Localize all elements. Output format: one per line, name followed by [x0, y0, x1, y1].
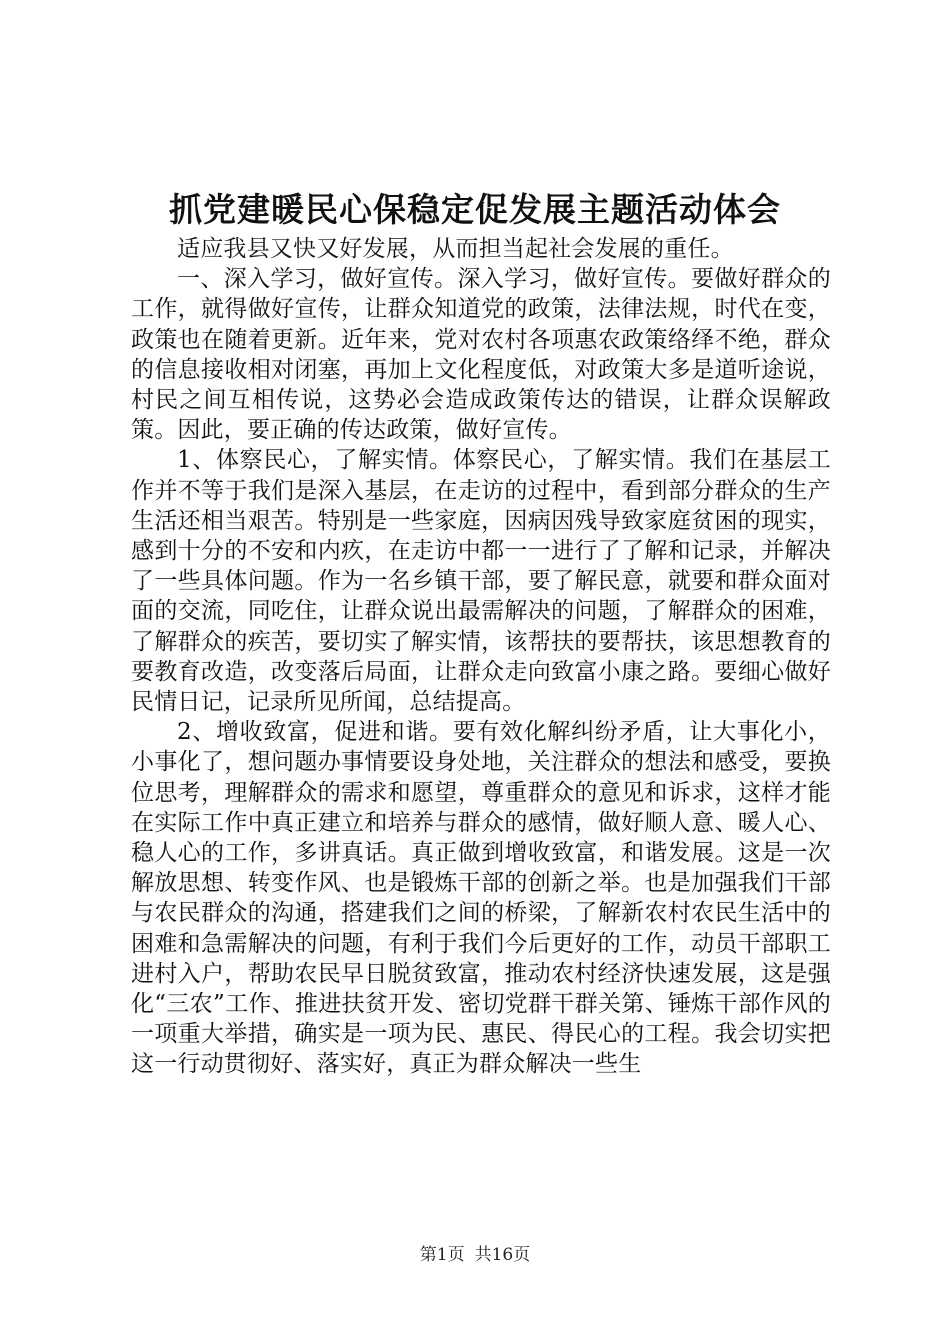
page-footer: [0, 1243, 950, 1267]
page-number: 第1页: [419, 1245, 465, 1265]
page-total: 共16页: [474, 1245, 531, 1265]
document-title: 抓党建暖民心保稳定促发展主题活动体会: [169, 190, 781, 229]
paragraph-point-1: 1、体察民心，了解实情。体察民心，了解实情。我们在基层工作并不等于我们是深入基层，在走访的过程中，看到部分群众的生产生活还相当艰苦。特别是一些家庭，因病因残导致家庭贫困的现实，感到十分的不安和内疚，在走访中都一一进行了了解和记录，并解决了一些具体问题。作为一名乡镇干部，要了解民意，就要和群众面对面的交流，同吃住，让群众说出最需解决的问题，了解群众的困难，了解群众的疾苦，要切实了解实情，该帮扶的要帮扶，该思想教育的要教育改造，改变落后局面，让群众走向致富小康之路。要细心做好民情日记，记录所见所闻，总结提高。: [131, 447, 831, 716]
document-body: [131, 234, 831, 1080]
paragraph-section-1: 一、深入学习，做好宣传。深入学习，做好宣传。要做好群众的工作，就得做好宣传，让群众知道党的政策，法律法规，时代在变，政策也在随着更新。近年来，党对农村各项惠农政策络绎不绝，群众的信息接收相对闭塞，再加上文化程度低，对政策大多是道听途说，村民之间互相传说，这势必会造成政策传达的错误，让群众误解政策。因此，要正确的传达政策，做好宣传。: [131, 266, 831, 444]
paragraph-continuation: 适应我县又快又好发展，从而担当起社会发展的重任。: [177, 236, 734, 262]
paragraph-point-2: 2、增收致富，促进和谐。要有效化解纠纷矛盾，让大事化小，小事化了，想问题办事情要设身处地，关注群众的想法和感受，要换位思考，理解群众的需求和愿望，尊重群众的意见和诉求，这样才能在实际工作中真正建立和培养与群众的感情，做好顺人意、暖人心、稳人心的工作，多讲真话。真正做到增收致富，和谐发展。这是一次解放思想、转变作风、也是锻炼干部的创新之举。也是加强我们干部与农民群众的沟通，搭建我们之间的桥梁，了解新农村农民生活中的困难和急需解决的问题，有利于我们今后更好的工作，动员干部职工进村入户，帮助农民早日脱贫致富，推动农村经济快速发展，这是强化“三农”工作、推进扶贫开发、密切党群干群关第、锤炼干部作风的一项重大举措，确实是一项为民、惠民、得民心的工程。我会切实把这一行动贯彻好、落实好，真正为群众解决一些生: [131, 719, 831, 1078]
